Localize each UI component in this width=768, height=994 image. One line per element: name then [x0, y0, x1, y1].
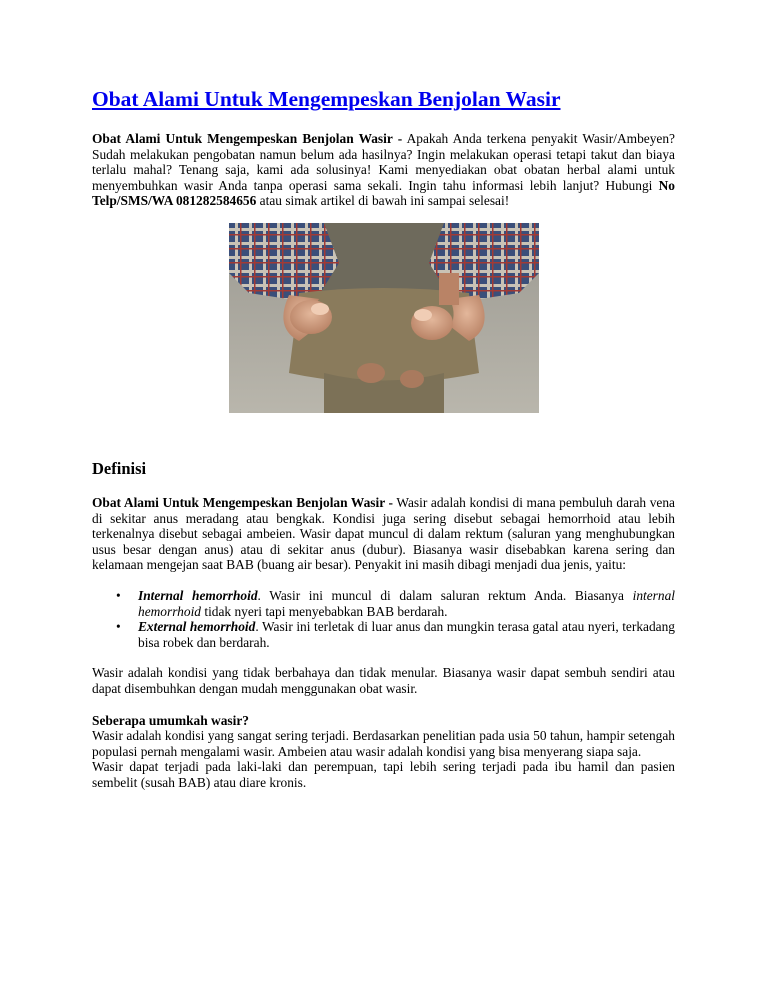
list-item-italic: internal hemorrhoid [138, 587, 675, 619]
definisi-lead: Obat Alami Untuk Mengempeskan Benjolan Wasir - [92, 495, 393, 510]
definisi-closing-paragraph: Wasir adalah kondisi yang tidak berbahaya dan tidak menular. Biasanya wasir dapat sembuh sendiri atau dapat disembuhkan dengan mudah menggunakan obat wasir. [92, 665, 675, 696]
list-item-term: External hemorrhoid [138, 619, 256, 635]
list-item-text-end: tidak nyeri tapi menyebabkan BAB berdarah. [201, 603, 448, 619]
definisi-section [92, 495, 675, 791]
list-item-text: . Wasir ini terletak di luar anus dan mungkin terasa gatal atau nyeri, terkadang bisa robek dan berdarah. [138, 619, 675, 650]
seberapa-paragraph-1: Wasir adalah kondisi yang sangat sering terjadi. Berdasarkan penelitian pada usia 50 tahun, hampir setengah populasi pernah mengalami wasir. Ambeien atau wasir adalah kondisi yang bisa menyerang siapa saja. [92, 728, 675, 759]
section-heading-seberapa: Seberapa umumkah wasir? [92, 712, 249, 728]
list-item-term: Internal hemorrhoid [138, 587, 258, 603]
intro-text: Apakah Anda terkena penyakit Wasir/Ambeyen? Sudah melakukan pengobatan namun belum ada hasilnya? Ingin melakukan operasi tetapi takut dan biaya terlalu mahal? Tenang saja, kami ada solusinya! Kami menyediakan obat obatan herbal alami untuk menyembuhkan wasir Anda tanpa operasi sama sekali. Ingin tahu informasi lebih lanjut? Hubungi [92, 131, 675, 193]
article-title-link[interactable]: Obat Alami Untuk Mengempeskan Benjolan Wasir [92, 87, 561, 111]
list-item [92, 619, 675, 650]
hands-photo [229, 223, 539, 413]
seberapa-paragraph-2: Wasir dapat terjadi pada laki-laki dan perempuan, tapi lebih sering terjadi pada ibu hamil dan pasien sembelit (susah BAB) atau diare kronis. [92, 759, 675, 790]
list-item-text: . Wasir ini muncul di dalam saluran rektum Anda. Biasanya [257, 587, 633, 603]
intro-paragraph [92, 131, 675, 209]
article [92, 86, 675, 209]
definisi-text: Wasir adalah kondisi di mana pembuluh darah vena di sekitar anus meradang atau bengkak. Kondisi juga sering disebut sebagai hemorrhoid atau lebih terkenalnya disebut sebagai ambeien. Wasir dapat muncul di dalam rektum (saluran yang menghubungkan usus besar dengan anus) atau di sekitar anus (dubur). Biasanya wasir disebabkan karena sering dan kelamaan mengejan saat BAB (buang air besar). Penyakit ini masih dibagi menjadi dua jenis, yaitu: [92, 495, 675, 573]
contact-number: No Telp/SMS/WA 081282584656 [92, 177, 675, 209]
bullet-icon: • [116, 587, 121, 603]
list-item [92, 588, 675, 619]
intro-tail: atau simak artikel di bawah ini sampai selesai! [256, 193, 510, 209]
section-heading-definisi: Definisi [92, 459, 147, 478]
definisi-paragraph [92, 495, 675, 573]
hemorrhoid-types-list [92, 588, 675, 650]
bullet-icon: • [116, 619, 121, 635]
intro-lead: Obat Alami Untuk Mengempeskan Benjolan Wasir - [92, 131, 403, 146]
